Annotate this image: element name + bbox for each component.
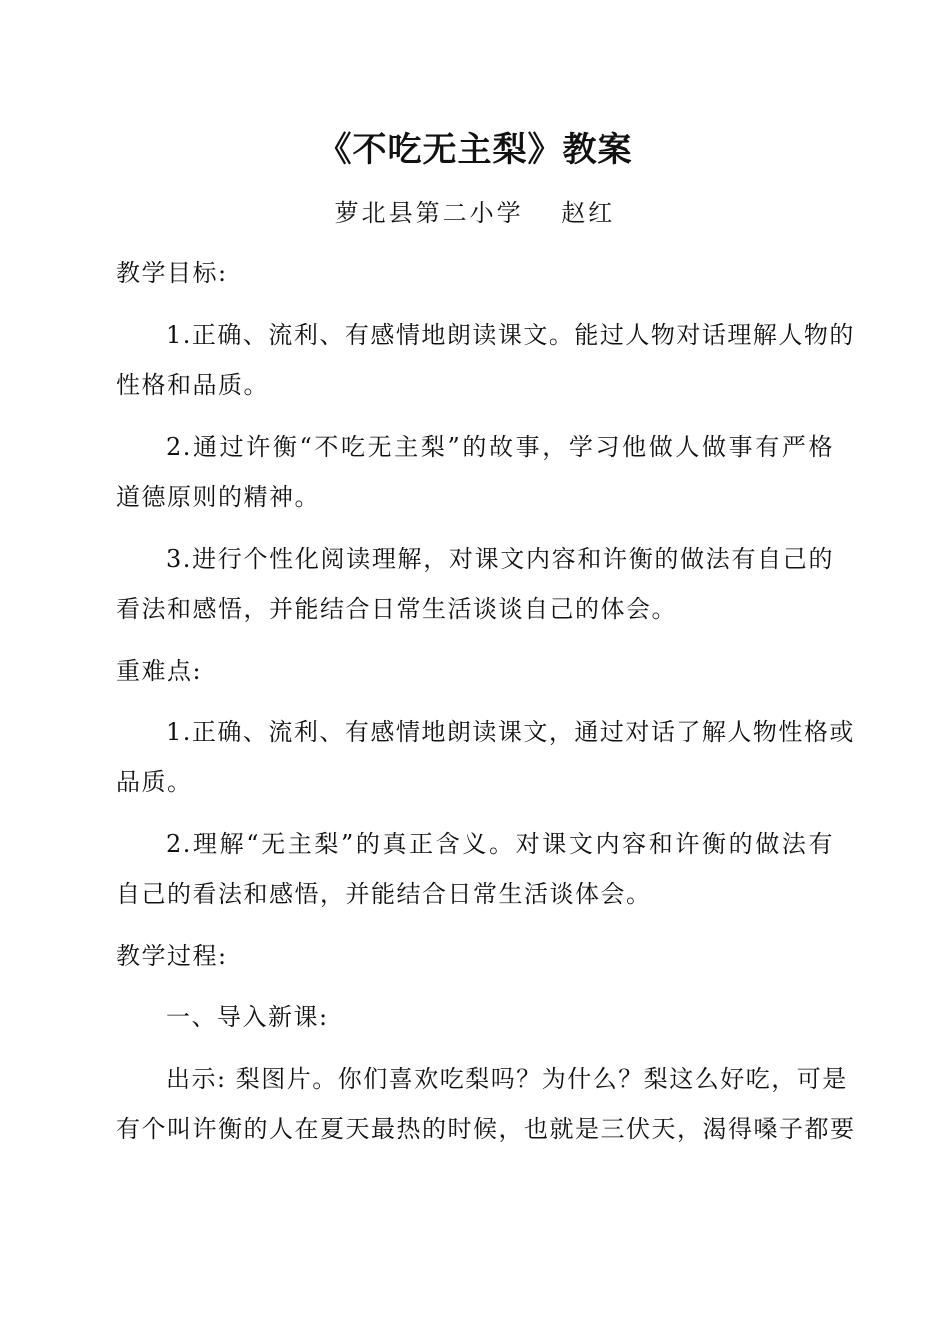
- paragraph-line: 出示: 梨图片。你们喜欢吃梨吗？为什么？梨这么好吃，可是: [166, 1065, 848, 1093]
- section-heading-key-points: 重难点:: [116, 657, 203, 685]
- paragraph-line: 2.理解“无主梨”的真正含义。对课文内容和许衡的做法有: [166, 830, 834, 858]
- subsection-heading: 一、导入新课:: [166, 1003, 329, 1031]
- paragraph-line: 3.进行个性化阅读理解，对课文内容和许衡的做法有自己的: [166, 545, 834, 573]
- document-author: 萝北县第二小学 赵红: [334, 199, 616, 227]
- paragraph-line: 1.正确、流利、有感情地朗读课文，通过对话了解人物性格或: [166, 718, 855, 746]
- section-heading-process: 教学过程:: [116, 942, 228, 970]
- paragraph-line: 1.正确、流利、有感情地朗读课文。能过人物对话理解人物的: [166, 321, 855, 349]
- paragraph-line: 道德原则的精神。: [116, 483, 320, 511]
- section-heading-objectives: 教学目标:: [116, 259, 228, 287]
- document-title: 《不吃无主梨》教案: [317, 130, 633, 170]
- paragraph-line: 品质。: [116, 768, 193, 796]
- paragraph-line: 性格和品质。: [116, 371, 269, 399]
- paragraph-line: 自己的看法和感悟，并能结合日常生活谈体会。: [116, 880, 652, 908]
- paragraph-line: 看法和感悟，并能结合日常生活谈谈自己的体会。: [116, 595, 677, 623]
- paragraph-line: 有个叫许衡的人在夏天最热的时候，也就是三伏天，渴得嗓子都要: [116, 1115, 856, 1143]
- paragraph-line: 2.通过许衡“不吃无主梨”的故事，学习他做人做事有严格: [166, 433, 834, 461]
